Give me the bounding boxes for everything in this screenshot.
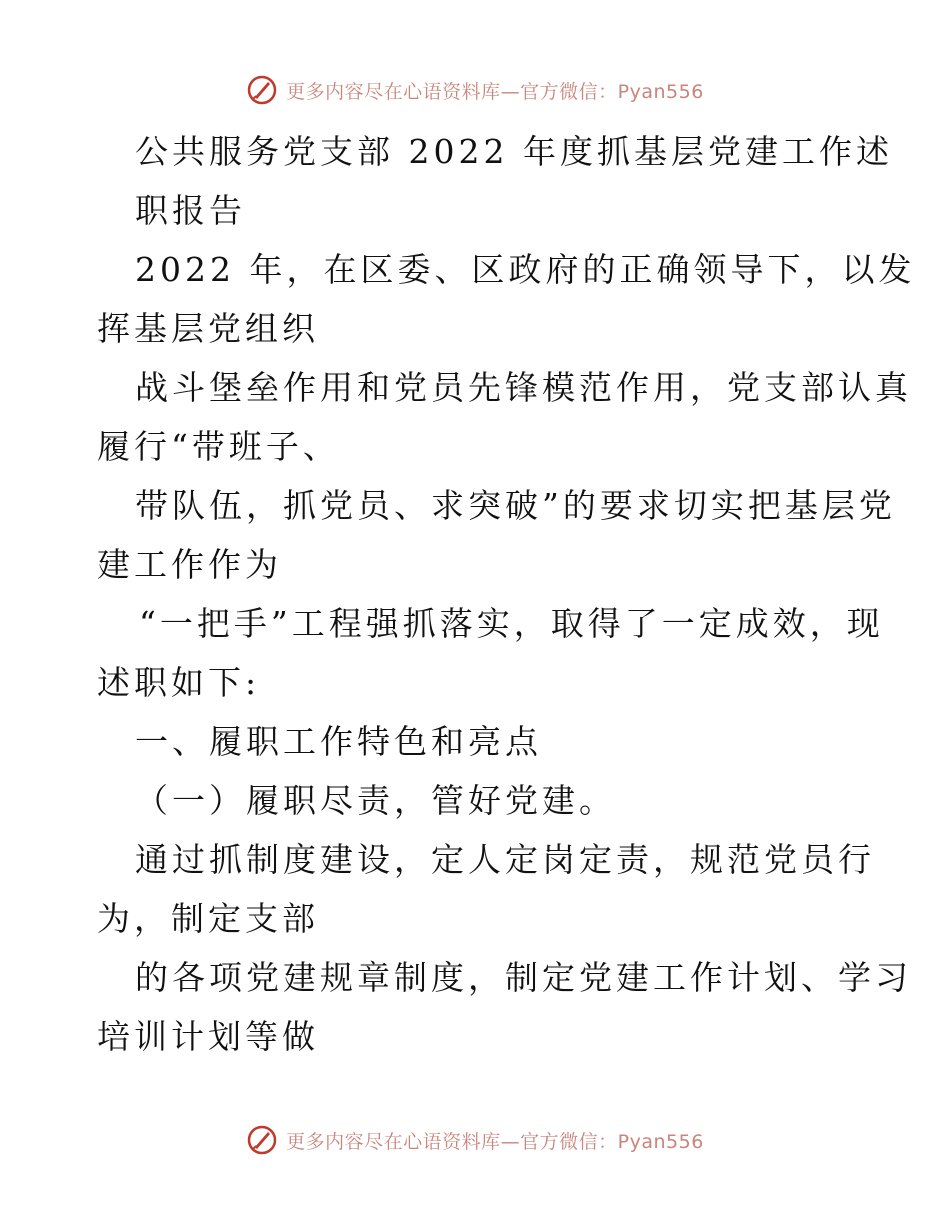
paragraph-line: 培训计划等做 (97, 1017, 319, 1056)
paragraph-line: 战斗堡垒作用和党员先锋模范作用，党支部认真 (135, 368, 912, 407)
title-line-2: 职报告 (135, 191, 246, 230)
paragraph-line: 为，制定支部 (97, 899, 319, 938)
quill-circle-logo (246, 74, 278, 106)
watermark-footer (0, 1120, 950, 1160)
watermark-header (0, 70, 950, 110)
document-body (97, 122, 916, 1066)
paragraph-line: 的各项党建规章制度，制定党建工作计划、学习 (135, 958, 912, 997)
paragraph-line: 2022 年，在区委、区政府的正确领导下，以发 (135, 250, 916, 289)
paragraph-line: 通过抓制度建设，定人定岗定责，规范党员行 (135, 840, 875, 879)
paragraph-line: 挥基层党组织 (97, 309, 319, 348)
subsection-heading: （一）履职尽责，管好党建。 (135, 781, 616, 820)
quill-circle-logo (246, 1124, 278, 1156)
paragraph-line: 履行“带班子、 (97, 427, 340, 466)
title-line-1: 公共服务党支部 2022 年度抓基层党建工作述 (135, 132, 893, 171)
watermark-text: 更多内容尽在心语资料库—官方微信：Pyan556 (286, 80, 704, 103)
paragraph-line: 带队伍，抓党员、求突破”的要求切实把基层党 (135, 486, 896, 525)
watermark-text: 更多内容尽在心语资料库—官方微信：Pyan556 (286, 1130, 704, 1153)
paragraph-line: 述职如下: (97, 663, 261, 702)
section-heading: 一、履职工作特色和亮点 (135, 722, 542, 761)
paragraph-line: 建工作作为 (97, 545, 282, 584)
paragraph-line: “一把手”工程强抓落实，取得了一定成效，现 (139, 604, 884, 643)
